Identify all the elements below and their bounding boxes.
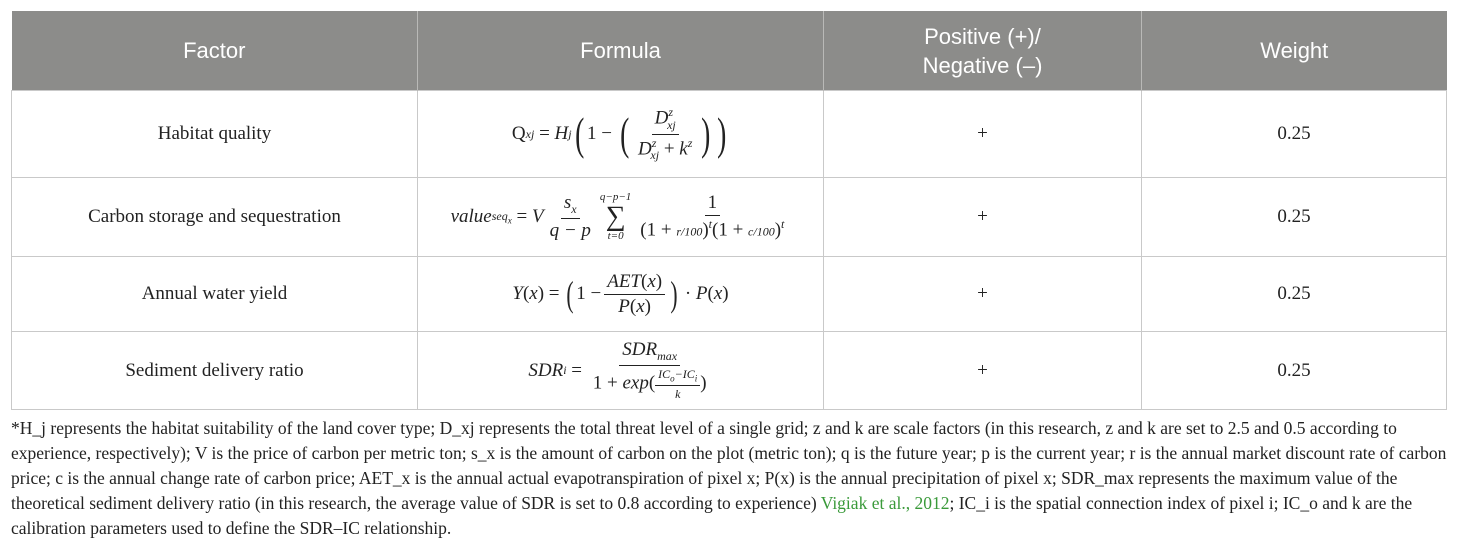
table-header-row xyxy=(12,11,1447,91)
factor-cell: Annual water yield xyxy=(12,257,418,332)
formula-cell xyxy=(418,91,824,178)
weight-cell: 0.25 xyxy=(1142,257,1447,332)
sdr-formula: SDR i = $SDR_{max}$ 1 + exp( $\frac{IC_o-IC_i}{k}$ ) xyxy=(528,339,707,401)
water-yield-formula: Y ( x ) = ( 1 − $\frac{\text{AET(x)}}{P(x)}$ ) · P ( x ) xyxy=(512,270,729,317)
formula-cell xyxy=(418,178,824,257)
factor-cell: Habitat quality xyxy=(12,91,418,178)
habitat-quality-formula: Q xj = H j ( 1 − ( $\frac{D^z_{xj}}{D^z_{xj} + k^z}$ ) ) xyxy=(511,105,726,162)
formula-cell xyxy=(418,257,824,332)
sign-cell: + xyxy=(824,257,1142,332)
header-sign xyxy=(824,11,1142,91)
sign-cell: + xyxy=(824,91,1142,178)
sign-cell: + xyxy=(824,332,1142,410)
factor-cell: Sediment delivery ratio xyxy=(12,332,418,410)
factor-table xyxy=(11,11,1447,410)
carbon-formula: value seq$_x$ = V $\frac{s_x}{q - p}$ q−p−1 ∑ t=0 $\frac{1}{(1 + r/100)^t(1 + c/100)^t}$ xyxy=(450,191,785,242)
weight-cell: 0.25 xyxy=(1142,332,1447,410)
table-row xyxy=(12,178,1447,257)
header-factor: Factor xyxy=(12,11,418,91)
table-row xyxy=(12,332,1447,410)
factor-cell: Carbon storage and sequestration xyxy=(12,178,418,257)
table-row xyxy=(12,257,1447,332)
header-formula: Formula xyxy=(418,11,824,91)
header-sign-label: Positive (+)/ Negative (–) xyxy=(922,23,1043,78)
footnote-text-end: ; IC_i is the spatial connection index of pixel i; IC_o and k are the calibration parameters used to define the SDR–IC relationship. xyxy=(11,493,1413,538)
footnote-text: *H_j represents the habitat suitability of the land cover type; D_xj represents the total threat level of a single grid; z and k are scale factors (in this research, z and k are set to 2.5 and 0.5 according to experience, respectively); V is the price of carbon per metric ton; s_x is the amount of carbon on the plot (metric ton); q is the future year; p is the current year; r is the annual market discount rate of carbon price; c is the annual change rate of carbon price; AET_x is the annual actual evapotranspiration of pixel x; P(x) is the annual precipitation of pixel x; SDR_max represents the maximum value of the theoretical sediment delivery ratio (in this research, the average value of SDR is set to 0.8 according to experience) xyxy=(11,418,1447,513)
formula-cell xyxy=(418,332,824,410)
header-weight: Weight xyxy=(1142,11,1447,91)
table-row xyxy=(12,91,1447,178)
reference-link[interactable]: Vigiak et al., 2012 xyxy=(820,493,950,513)
sign-cell: + xyxy=(824,178,1142,257)
weight-cell: 0.25 xyxy=(1142,91,1447,178)
weight-cell: 0.25 xyxy=(1142,178,1447,257)
table-footnote xyxy=(11,416,1451,541)
